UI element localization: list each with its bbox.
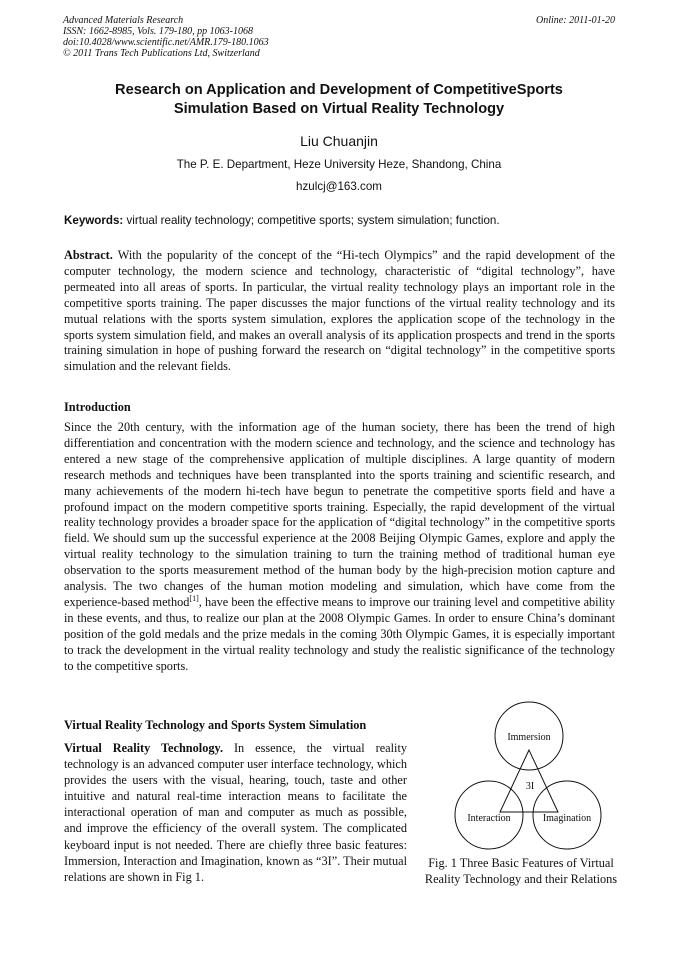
title-line-2: Simulation Based on Virtual Reality Technology (173, 101, 505, 117)
abstract-label: Abstract. (64, 248, 113, 262)
keywords (64, 214, 616, 227)
online-date: Online: 2011-01-20 (536, 15, 615, 26)
title-line-1: Research on Application and Development of CompetitiveSports (115, 82, 563, 98)
vr-section-body (64, 740, 407, 885)
figure-1-caption: Fig. 1 Three Basic Features of Virtual Reality Technology and their Relations (424, 856, 618, 886)
introduction-body (64, 420, 615, 675)
doi-line: doi:10.4028/www.scientific.net/AMR.179-180.1063 (63, 37, 269, 48)
introduction-heading: Introduction (64, 400, 131, 414)
author-affiliation: The P. E. Department, Heze University Heze, Shandong, China (176, 158, 502, 171)
immersion-label: Immersion (507, 732, 551, 743)
author-email: hzulcj@163.com (296, 180, 382, 193)
vr-section-heading: Virtual Reality Technology and Sports System Simulation (64, 718, 367, 732)
paper-title (40, 81, 638, 119)
introduction-text-2: , have been the effective means to improve our training level and competitive ability in these events, and thus, to realize our plan at the 2008 Olympic Games. In order to ensure China’s dominant position of the gold medals and the prize medals in the coming 30th Olympic Games, it is especially important to track the development in the virtual reality technology and study the realistic significance of the technology to the competitive sports. (64, 594, 615, 673)
interaction-label: Interaction (467, 813, 511, 824)
journal-name: Advanced Materials Research (63, 15, 184, 26)
vr-lead: Virtual Reality Technology. (64, 741, 224, 755)
journal-header (63, 15, 615, 59)
vr-text: In essence, the virtual reality technology is an advanced computer user interface technology, which provides the users with the visual, hearing, touch, taste and other intuitive and natural real-time interaction means to facilitate the interactional operation of man and computer as much as possible, and improve the efficiency of the overall system. The complicated keyboard input is not needed. There are chiefly three basic features: Immersion, Interaction and Imagination, known as “3I”. Their mutual relations are shown in Fig 1. (64, 741, 408, 884)
venn-diagram (420, 700, 630, 850)
keywords-text: virtual reality technology; competitive sports; system simulation; function. (123, 214, 500, 227)
citation-1: [1] (189, 593, 199, 603)
keywords-label: Keywords: (64, 214, 124, 227)
3i-label: 3I (525, 781, 535, 792)
abstract-text: With the popularity of the concept of the “Hi-tech Olympics” and the rapid development of the computer technology, the modern science and technology, characteristic of “digital technology”, have permeated into all areas of sports. In particular, the virtual reality technology plays an important role in the competitive sports training. The paper discusses the major functions of the virtual reality technology and its mutual relations with the sports system simulation, explores the application scope of the technology in the sports system simulation field, and makes an overall analysis of its application prospects and trend in the sports training simulation in hope of pushing forward the research on “digital technology” in the competitive sports simulation and the relevant fields. (64, 248, 615, 374)
abstract (64, 248, 615, 375)
imagination-label: Imagination (542, 813, 592, 824)
introduction-text-1: Since the 20th century, with the information age of the human society, there has been the trend of high differentiation and concentration with the modern science and technology, and the science and technology has entered a new stage of the comprehensive application of multiple disciplines. A large quantity of modern research methods and techniques have been transplanted into the sports training and scientific research, and many achievements of the modern hi-tech have begun to penetrate the competitive sports field and have a profound impact on the modern competitive sports training. Especially, the rapid development of the virtual reality technology provides a broader space for the application of “digital technology” in the competitive sports field. We should sum up the successful experience at the 2008 Beijing Olympic Games, explore and apply the virtual reality technology to the simulation training to turn the training method of traditional human eye observation to the sports measurement method of the human body by the high-precision motion capture and analysis. The two changes of the human motion modeling and simulation, which have come from the experience-based method (64, 420, 615, 609)
copyright-line: © 2011 Trans Tech Publications Ltd, Switzerland (63, 48, 260, 59)
author-name: Liu Chuanjin (300, 133, 378, 149)
issn-line: ISSN: 1662-8985, Vols. 179-180, pp 1063-1068 (63, 26, 253, 37)
figure-1 (420, 700, 630, 920)
